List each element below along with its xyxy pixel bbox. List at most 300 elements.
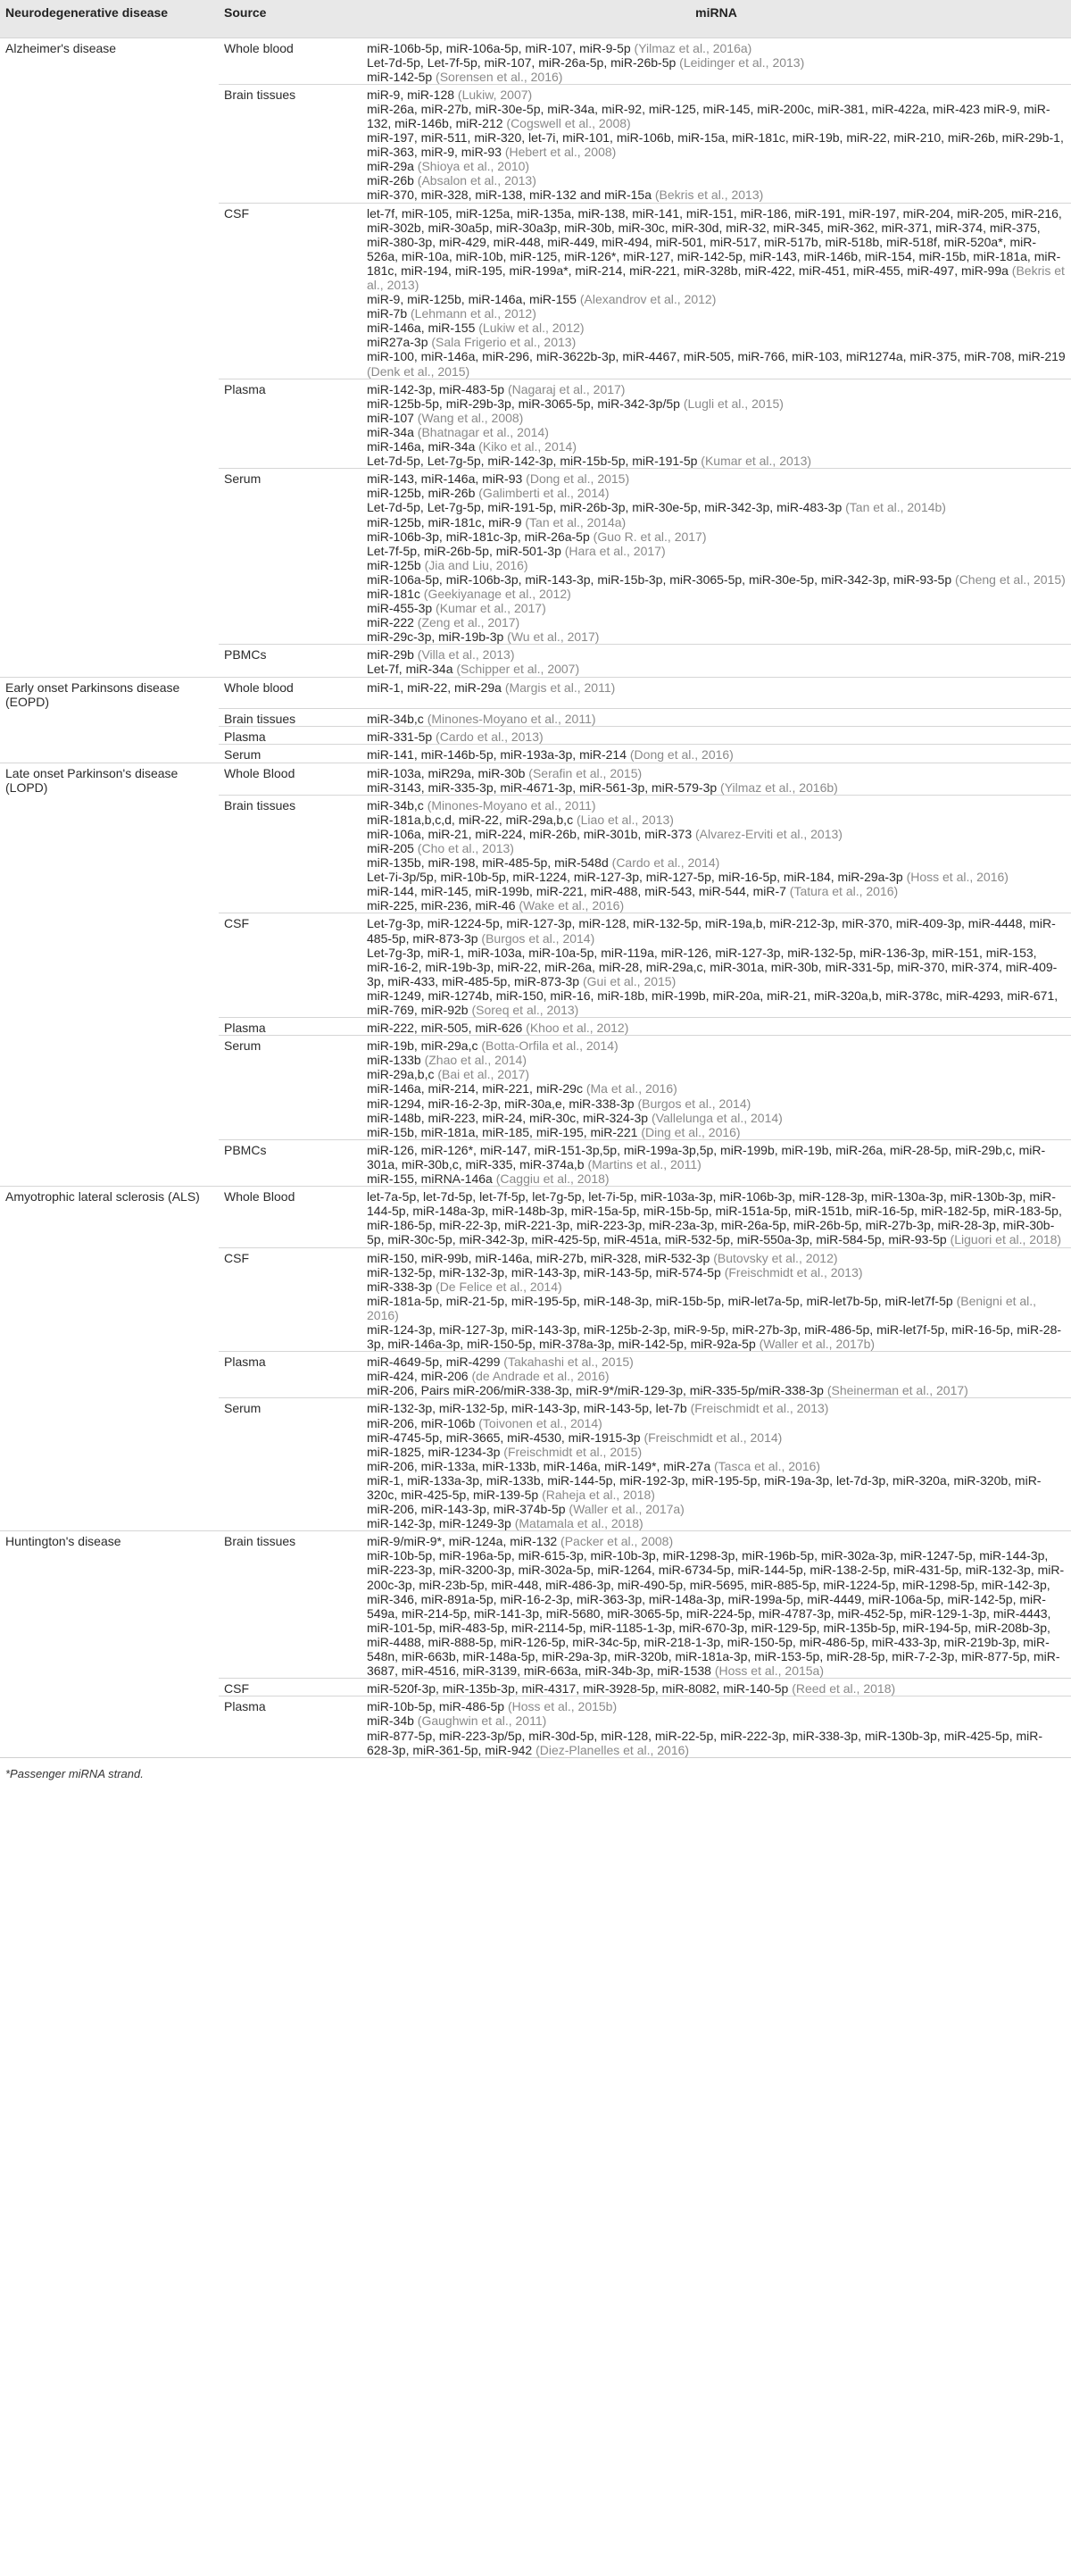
citation[interactable]: (Butovsky et al., 2012) [713,1250,838,1265]
mirna-list: miR-126, miR-126*, miR-147, miR-151-3p,5p, miR-199a-3p,5p, miR-199b, miR-19b, miR-26a, miR-28-5p, miR-29b,c, miR-301a, miR-30b,c, miR-335, miR-374a,b [367,1142,1046,1171]
mirna-entry [367,1401,1066,1415]
citation[interactable]: (Liao et al., 2013) [576,812,674,827]
citation[interactable]: (Minones-Moyano et al., 2011) [427,712,596,727]
mirna-entry [367,615,1066,629]
citation[interactable]: (Shioya et al., 2010) [417,159,530,174]
mirna-entry [367,486,1066,500]
mirna-list: miR-26b [367,173,414,188]
mirna-cell [361,1139,1071,1186]
mirna-cell [361,1247,1071,1352]
mirna-entry [367,558,1066,572]
mirna-list: miR-144, miR-145, miR-199b, miR-221, miR-488, miR-543, miR-544, miR-7 [367,884,786,899]
mirna-list: miR-4649-5p, miR-4299 [367,1355,501,1370]
table-row [0,1398,1071,1531]
disease-cell: Alzheimer's disease [0,38,219,84]
citation[interactable]: (Zhao et al., 2014) [424,1053,527,1068]
table-row [0,469,1071,645]
mirna-entry [367,601,1066,615]
citation[interactable]: (Minones-Moyano et al., 2011) [427,797,596,813]
mirna-entry [367,1699,1066,1713]
mirna-list: miR-225, miR-236, miR-46 [367,898,516,913]
mirna-entry [367,88,1066,102]
mirna-entry [367,841,1066,855]
mirna-list: let-7f, miR-105, miR-125a, miR-135a, miR-138, miR-141, miR-151, miR-186, miR-191, miR-197, miR-204, miR-205, miR-216, miR-302b, miR-30a5p, miR-30a3p, miR-30b, miR-30c, miR-30d, miR-32, miR-345, miR-362, miR-371, miR-374, miR-375, miR-380-3p, miR-429, miR-448, miR-449, miR-494, miR-501, miR-517, miR-517b, miR-518b, miR-518f, miR-520a*, miR-526a, miR-10a, miR-10b, miR-125, miR-126*, miR-127, miR-142-5p, miR-143, miR-146b, miR-154, miR-15b, miR-181a, miR-181c, miR-194, miR-195, miR-199a*, miR-214, miR-221, miR-328b, miR-422, miR-451, miR-455, miR-497, miR-99a [367,205,1062,278]
mirna-list: miR-206, miR-143-3p, miR-374b-5p [367,1502,566,1517]
citation[interactable]: (Vallelunga et al., 2014) [651,1110,783,1125]
mirna-list: miR-124-3p, miR-127-3p, miR-143-3p, miR-125b-2-3p, miR-9-5p, miR-27b-3p, miR-486-5p, miR-let7f-5p, miR-16-5p, miR-28-3p, miR-146a-3p, miR-150-5p, miR-378a-3p, miR-142-5p, miR-92a-5p [367,1321,1062,1352]
table-body [0,38,1071,1757]
citation[interactable]: (Freischmidt et al., 2013) [724,1264,863,1280]
mirna-list: miR-10b-5p, miR-486-5p [367,1699,505,1714]
table-row [0,1139,1071,1186]
mirna-cell [361,913,1071,1018]
mirna-entry [367,206,1066,293]
citation[interactable]: (Hebert et al., 2008) [504,145,617,160]
mirna-list: miR-125b, miR-181c, miR-9 [367,514,522,529]
mirna-entry [367,1369,1066,1383]
citation[interactable]: (Freischmidt et al., 2013) [690,1401,829,1416]
table-row [0,1018,1071,1036]
citation[interactable]: (Waller et al., 2017a) [569,1502,685,1517]
citation[interactable]: (Toivonen et al., 2014) [478,1415,602,1430]
mirna-entry [367,1251,1066,1265]
disease-cell [0,1398,219,1531]
citation[interactable]: (Kumar et al., 2013) [701,454,812,469]
mirna-cell [361,38,1071,84]
citation[interactable]: (Raheja et al., 2018) [542,1488,655,1502]
mirna-list: miR-205 [367,840,414,855]
mirna-entry [367,1681,1066,1696]
table-row [0,727,1071,745]
mirna-entry [367,306,1066,321]
mirna-list: miR-107 [367,410,414,425]
mirna-entry [367,425,1066,439]
citation[interactable]: (Alexandrov et al., 2012) [579,292,717,307]
mirna-cell [361,677,1071,709]
mirna-list: Let-7d-5p, Let-7g-5p, miR-191-5p, miR-26b-3p, miR-30e-5p, miR-342-3p, miR-483-3p [367,500,843,515]
header-source: Source [219,0,361,38]
disease-cell [0,795,219,913]
citation[interactable]: (Lugli et al., 2015) [683,396,784,411]
citation[interactable]: (Reed et al., 2018) [792,1681,896,1696]
table-row [0,763,1071,795]
citation[interactable]: (Burgos et al., 2014) [637,1096,751,1111]
citation[interactable]: (Bekris et al., 2013) [367,263,1065,292]
citation[interactable]: (Zeng et al., 2017) [417,615,520,630]
citation[interactable]: (Dong et al., 2016) [629,747,734,763]
citation[interactable]: (Liguori et al., 2018) [950,1232,1062,1247]
table-row [0,1531,1071,1679]
mirna-entry [367,335,1066,349]
mirna-entry [367,349,1066,378]
mirna-list: miR-206, Pairs miR-206/miR-338-3p, miR-9*/miR-129-3p, miR-335-5p/miR-338-3p [367,1383,824,1398]
citation[interactable]: (Wu et al., 2017) [507,629,600,645]
mirna-list: miR-142-3p, miR-483-5p [367,381,505,396]
citation[interactable]: (Bhatnagar et al., 2014) [417,424,549,439]
mirna-entry [367,515,1066,529]
table-row [0,1247,1071,1352]
citation[interactable]: (Hoss et al., 2016) [906,870,1009,885]
mirna-list: miR-106a-5p, miR-106b-3p, miR-143-3p, miR-15b-3p, miR-3065-5p, miR-30e-5p, miR-342-3p, miR-93-5p [367,571,952,587]
citation[interactable]: (Freischmidt et al., 2014) [643,1430,783,1445]
table-row [0,913,1071,1018]
mirna-list: miR-132-3p, miR-132-5p, miR-143-3p, miR-143-5p, let-7b [367,1401,687,1416]
citation[interactable]: (Yilmaz et al., 2016b) [720,779,838,795]
mirna-entry [367,396,1066,411]
citation[interactable]: (Soreq et al., 2013) [471,1003,579,1017]
mirna-entry [367,1502,1066,1516]
citation[interactable]: (Nagaraj et al., 2017) [507,381,626,396]
mirna-entry [367,1445,1066,1459]
citation[interactable]: (Takahashi et al., 2015) [503,1355,634,1370]
table-row [0,709,1071,727]
citation[interactable]: (Kiko et al., 2014) [478,439,577,454]
citation[interactable]: (Hoss et al., 2015a) [714,1663,824,1679]
disease-cell [0,379,219,469]
source-cell: Serum [219,1036,361,1140]
table-row [0,379,1071,469]
mirna-list: miR-132-5p, miR-132-3p, miR-143-3p, miR-143-5p, miR-574-5p [367,1264,721,1280]
mirna-entry [367,411,1066,425]
mirna-list: miR-877-5p, miR-223-3p/5p, miR-30d-5p, miR-128, miR-22-5p, miR-222-3p, miR-338-3p, miR-130b-3p, miR-425-5p, miR-628-3p, miR-361-5p, miR-942 [367,1728,1043,1757]
mirna-entry [367,1111,1066,1125]
mirna-entry [367,1516,1066,1530]
citation[interactable]: (Serafin et al., 2015) [528,765,643,780]
citation[interactable]: (Cardo et al., 2014) [611,855,720,871]
source-cell: CSF [219,1679,361,1696]
source-cell: Whole Blood [219,1187,361,1247]
mirna-list: miR-125b, miR-26b [367,486,476,501]
mirna-entry [367,855,1066,870]
mirna-list: miR-34b [367,1713,414,1729]
disease-cell [0,745,219,763]
mirna-list: Let-7g-3p, miR-1, miR-103a, miR-10a-5p, miR-119a, miR-126, miR-127-3p, miR-132-5p, miR-136-3p, miR-151, miR-153, miR-16-2, miR-19b-3p, miR-22, miR-26a, miR-28, miR-29a,c, miR-301a, miR-30b, miR-331-5p, miR-370, miR-374, miR-409-3p, miR-433, miR-485-5p, miR-873-3p [367,945,1058,988]
mirna-entry [367,439,1066,454]
mirna-list: miR-146a, miR-214, miR-221, miR-29c [367,1081,583,1096]
mirna-cell [361,1036,1071,1140]
citation[interactable]: (Tan et al., 2014a) [525,514,627,529]
mirna-cell [361,1018,1071,1036]
citation[interactable]: (Kumar et al., 2017) [436,601,546,616]
disease-cell [0,469,219,645]
citation[interactable]: (Tan et al., 2014b) [845,500,946,515]
table-row [0,677,1071,709]
mirna-cell [361,379,1071,469]
citation[interactable]: (Cogswell et al., 2008) [506,115,631,130]
mirna-entry [367,1294,1066,1322]
mirna-list: miR-1, miR-22, miR-29a [367,679,502,695]
citation[interactable]: (Dong et al., 2015) [526,471,630,487]
mirna-entry [367,1548,1066,1678]
disease-cell [0,709,219,727]
mirna-entry [367,41,1066,55]
mirna-entry [367,1096,1066,1111]
citation[interactable]: (Geekiyanage et al., 2012) [423,586,571,601]
source-cell: Whole Blood [219,763,361,795]
mirna-entry [367,1534,1066,1548]
source-cell: Plasma [219,1352,361,1398]
mirna-entry [367,529,1066,544]
mirna-list: Let-7f, miR-34a [367,662,453,677]
citation[interactable]: (Packer et al., 2008) [560,1534,674,1549]
mirna-list: miR-34a [367,424,414,439]
mirna-list: miR-1825, miR-1234-3p [367,1444,501,1459]
mirna-entry [367,292,1066,306]
mirna-cell [361,469,1071,645]
mirna-list: miR-34b,c [367,712,424,727]
mirna-list: miR-146a, miR-155 [367,321,476,336]
mirna-list: miR-155, miRNA-146a [367,1171,493,1187]
table-header-row [0,0,1071,38]
citation[interactable]: (Bekris et al., 2013) [654,188,764,203]
mirna-entry [367,766,1066,780]
citation[interactable]: (Cardo et al., 2013) [436,729,544,745]
mirna-cell [361,1398,1071,1531]
mirna-entry [367,1053,1066,1067]
mirna-entry [367,988,1066,1017]
mirna-list: miR-222, miR-505, miR-626 [367,1021,523,1036]
source-cell: Whole blood [219,38,361,84]
mirna-entry [367,747,1066,762]
mirna-list: miR-331-5p [367,729,433,745]
citation[interactable]: (Burgos et al., 2014) [481,930,595,946]
mirna-entry [367,188,1066,202]
source-cell: CSF [219,1247,361,1352]
source-cell: CSF [219,913,361,1018]
disease-cell [0,1247,219,1352]
mirna-entry [367,1021,1066,1035]
mirna-list: miR-103a, miR29a, miR-30b [367,765,526,780]
table-row [0,795,1071,913]
mirna-list: miR-150, miR-99b, miR-146a, miR-27b, miR-328, miR-532-3p [367,1250,710,1265]
citation[interactable]: (Benigni et al., 2016) [367,1293,1037,1322]
mirna-entry [367,1125,1066,1139]
mirna-entry [367,898,1066,913]
source-cell: Plasma [219,1696,361,1757]
mirna-entry [367,1355,1066,1369]
table-row [0,1036,1071,1140]
mirna-entry [367,454,1066,468]
mirna-list: miR-520f-3p, miR-135b-3p, miR-4317, miR-3928-5p, miR-8082, miR-140-5p [367,1681,789,1696]
table-row [0,38,1071,84]
citation[interactable]: (Hara et al., 2017) [564,543,666,558]
mirna-entry [367,471,1066,486]
mirna-entry [367,173,1066,188]
mirna-list: Let-7d-5p, Let-7f-5p, miR-107, miR-26a-5p, miR-26b-5p [367,54,677,70]
mirna-entry [367,884,1066,898]
citation[interactable]: (Guo R. et al., 2017) [593,529,707,544]
mirna-entry [367,572,1066,587]
citation[interactable]: (Ma et al., 2016) [585,1081,677,1096]
mirna-entry [367,130,1066,159]
mirna-list: miR27a-3p [367,335,428,350]
mirna-list: miR-197, miR-511, miR-320, let-7i, miR-101, miR-106b, miR-15a, miR-181c, miR-19b, miR-22, miR-210, miR-26b, miR-29b-1, miR-363, miR-9, miR-93 [367,130,1064,160]
citation[interactable]: (Cheng et al., 2015) [955,571,1066,587]
mirna-entry [367,1473,1066,1502]
citation[interactable]: (Sheinerman et al., 2017) [826,1383,968,1398]
citation[interactable]: (Freischmidt et al., 2015) [503,1444,643,1459]
disease-cell [0,1696,219,1757]
citation[interactable]: (De Felice et al., 2014) [436,1279,562,1294]
disease-cell: Amyotrophic lateral sclerosis (ALS) [0,1187,219,1247]
citation[interactable]: (Ding et al., 2016) [641,1124,741,1139]
citation[interactable]: (Khoo et al., 2012) [526,1021,629,1036]
mirna-list: miR-29a [367,159,414,174]
mirna-entry [367,946,1066,988]
table-footnote: *Passenger miRNA strand. [0,1757,1071,1780]
mirna-cell [361,203,1071,379]
mirna-cell [361,709,1071,727]
table-row [0,645,1071,677]
citation[interactable]: (Absalon et al., 2013) [417,173,536,188]
mirna-entry [367,870,1066,884]
source-cell: Brain tissues [219,84,361,203]
table-row [0,1187,1071,1247]
source-cell: PBMCs [219,1139,361,1186]
mirna-list: miR-19b, miR-29a,c [367,1038,478,1054]
citation[interactable]: (Caggiu et al., 2018) [495,1171,610,1187]
citation[interactable]: (Jia and Liu, 2016) [424,557,528,572]
mirna-cell [361,795,1071,913]
mirna-list: miR-26a, miR-27b, miR-30e-5p, miR-34a, miR-92, miR-125, miR-145, miR-200c, miR-381, miR-422a, miR-423 miR-9, miR-132, miR-146b, miR-212 [367,101,1050,130]
mirna-list: Let-7i-3p/5p, miR-10b-5p, miR-1224, miR-127-3p, miR-127-5p, miR-16-5p, miR-184, miR-29a-3p [367,870,903,885]
source-cell: Plasma [219,1018,361,1036]
citation[interactable]: (Tasca et al., 2016) [714,1458,821,1473]
mirna-entry [367,1383,1066,1397]
table-row [0,1352,1071,1398]
disease-cell: Early onset Parkinsons disease (EOPD) [0,677,219,709]
mirna-cell [361,84,1071,203]
mirna-entry [367,587,1066,601]
citation[interactable]: (Botta-Orfila et al., 2014) [481,1038,619,1054]
mirna-entry [367,662,1066,676]
mirna-entry [367,1171,1066,1186]
mirna-entry [367,813,1066,827]
mirna-cell [361,1187,1071,1247]
mirna-list: miR-206, miR-106b [367,1415,476,1430]
citation[interactable]: (de Andrade et al., 2016) [471,1369,610,1384]
table-row [0,84,1071,203]
mirna-list: miR-125b-5p, miR-29b-3p, miR-3065-5p, miR-342-3p/5p [367,396,680,411]
mirna-list: miR-125b [367,557,421,572]
disease-cell [0,727,219,745]
citation[interactable]: (Wang et al., 2008) [417,410,524,425]
mirna-cell [361,1696,1071,1757]
mirna-entry [367,1416,1066,1430]
mirna-list: miR-106b-3p, miR-181c-3p, miR-26a-5p [367,529,590,544]
mirna-entry [367,1430,1066,1445]
mirna-entry [367,827,1066,841]
mirna-list: miR-143, miR-146a, miR-93 [367,471,523,487]
citation[interactable]: (Sorensen et al., 2016) [436,69,563,84]
mirna-list: miR-146a, miR-34a [367,439,476,454]
citation[interactable]: (Tatura et al., 2016) [789,884,899,899]
citation[interactable]: (Villa et al., 2013) [417,647,515,663]
citation[interactable]: (Bai et al., 2017) [437,1067,530,1082]
disease-cell [0,1679,219,1696]
mirna-list: Let-7g-3p, miR-1224-5p, miR-127-3p, miR-128, miR-132-5p, miR-19a,b, miR-212-3p, miR-370, miR-409-3p, miR-4448, miR-485-5p, miR-873-3p [367,916,1056,946]
citation[interactable]: (Lukiw et al., 2012) [478,321,585,336]
citation[interactable]: (Cho et al., 2013) [417,840,514,855]
mirna-list: miR-100, miR-146a, miR-296, miR-3622b-3p, miR-4467, miR-505, miR-766, miR-103, miR1274a, miR-375, miR-708, miR-219 [367,349,1066,364]
citation[interactable]: (Lehmann et al., 2012) [411,306,536,321]
mirna-list: miR-29b [367,647,414,663]
mirna-entry [367,102,1066,130]
source-cell: PBMCs [219,645,361,677]
mirna-list: miR-1, miR-133a-3p, miR-133b, miR-144-5p, miR-192-3p, miR-195-5p, miR-19a-3p, let-7d-3p, miR-320a, miR-320b, miR-320c, miR-425-5p, miR-139-5p [367,1472,1042,1502]
mirna-list: miR-141, miR-146b-5p, miR-193a-3p, miR-214 [367,747,627,763]
mirna-entry [367,712,1066,726]
mirna-list: miR-34b,c [367,797,424,813]
mirna-entry [367,916,1066,945]
citation[interactable]: (Leidinger et al., 2013) [679,54,805,70]
mirna-list: miR-1249, miR-1274b, miR-150, miR-16, miR-18b, miR-199b, miR-20a, miR-21, miR-320a,b, miR-378c, miR-4293, miR-671, miR-769, miR-92b [367,988,1059,1017]
mirna-cell [361,1531,1071,1679]
mirna-list: miR-338-3p [367,1279,433,1294]
disease-cell [0,1352,219,1398]
source-cell: Brain tissues [219,795,361,913]
mirna-entry [367,1067,1066,1081]
citation[interactable]: (Gaughwin et al., 2011) [417,1713,547,1729]
citation[interactable]: (Alvarez-Erviti et al., 2013) [695,826,843,841]
source-cell: CSF [219,203,361,379]
header-disease: Neurodegenerative disease [0,0,219,38]
source-cell: Plasma [219,727,361,745]
citation[interactable]: (Matamala et al., 2018) [514,1516,643,1531]
disease-cell [0,1036,219,1140]
table-row [0,1679,1071,1696]
citation[interactable]: (Martins et al., 2011) [587,1156,702,1171]
source-cell: Plasma [219,379,361,469]
citation[interactable]: (Gui et al., 2015) [582,973,677,988]
citation[interactable]: (Denk et al., 2015) [367,363,470,379]
mirna-list: Let-7f-5p, miR-26b-5p, miR-501-3p [367,543,561,558]
mirna-list: miR-9, miR-125b, miR-146a, miR-155 [367,292,577,307]
mirna-list: miR-370, miR-328, miR-138, miR-132 and miR-15a [367,188,652,203]
citation[interactable]: (Sala Frigerio et al., 2013) [431,335,577,350]
mirna-cell [361,745,1071,763]
mirna-entry [367,1189,1066,1246]
citation[interactable]: (Wake et al., 2016) [519,898,625,913]
citation[interactable]: (Margis et al., 2011) [504,679,616,695]
mirna-entry [367,680,1066,695]
header-mirna: miRNA [361,0,1071,38]
disease-cell: Huntington's disease [0,1531,219,1679]
source-cell: Serum [219,1398,361,1531]
mirna-list: miR-29c-3p, miR-19b-3p [367,629,504,645]
mirna-entry [367,55,1066,70]
mirna-list: miR-7b [367,306,408,321]
mirna-list: miR-142-5p [367,69,433,84]
citation[interactable]: (Yilmaz et al., 2016a) [634,40,752,55]
mirna-list: miR-4745-5p, miR-3665, miR-4530, miR-1915-3p [367,1430,641,1445]
citation[interactable]: (Lukiw, 2007) [457,87,533,102]
citation[interactable]: (Galimberti et al., 2014) [478,486,610,501]
mirna-entry [367,382,1066,396]
citation[interactable]: (Diez-Planelles et al., 2016) [536,1742,690,1757]
citation[interactable]: (Waller et al., 2017b) [759,1337,876,1352]
mirna-entry [367,1143,1066,1171]
mirna-list: miR-10b-5p, miR-196a-5p, miR-615-3p, miR-10b-3p, miR-1298-3p, miR-196b-5p, miR-302a-3p, miR-1247-5p, miR-144-3p, miR-223-3p, miR-3200-3p, miR-302a-5p, miR-1264, miR-6734-5p, miR-144-5p, miR-138-2-5p, miR-431-5p, miR-132-3p, miR-200c-3p, miR-23b-5p, miR-448, miR-486-3p, miR-490-5p, miR-5695, miR-885-5p, miR-1224-5p, miR-1298-5p, miR-142-3p, miR-346, miR-891a-5p, miR-16-2-3p, miR-363-3p, miR-148a-3p, miR-199a-5p, miR-4449, miR-106a-5p, miR-142-5p, miR-549a, miR-214-5p, miR-141-3p, miR-5680, miR-3065-5p, miR-224-5p, miR-4787-3p, miR-452-5p, miR-129-1-3p, miR-4443, miR-101-5p, miR-483-5p, miR-2114-5p, miR-1185-1-3p, miR-670-3p, miR-129-5p, miR-135b-5p, miR-194-5p, miR-208b-3p, miR-4488, miR-888-5p, miR-126-5p, miR-34c-5p, miR-218-1-3p, miR-150-5p, miR-486-5p, miR-433-3p, miR-219b-3p, miR-548n, miR-663b, miR-148a-5p, miR-29a-3p, miR-320b, miR-181a-3p, miR-153-5p, miR-28-5p, miR-7-2-3p, miR-877-5p, miR-3687, miR-4516, miR-3139, miR-663a, miR-34b-3p, miR-1538 [367,1548,1065,1679]
source-cell: Brain tissues [219,1531,361,1679]
citation[interactable]: (Schipper et al., 2007) [456,662,580,677]
mirna-cell [361,1352,1071,1398]
disease-cell [0,645,219,677]
mirna-entry [367,1038,1066,1053]
mirna-list: miR-181a-5p, miR-21-5p, miR-195-5p, miR-148-3p, miR-15b-5p, miR-let7a-5p, miR-let7b-5p, miR-let7f-5p [367,1293,953,1308]
citation[interactable]: (Hoss et al., 2015b) [507,1699,618,1714]
disease-cell [0,84,219,203]
